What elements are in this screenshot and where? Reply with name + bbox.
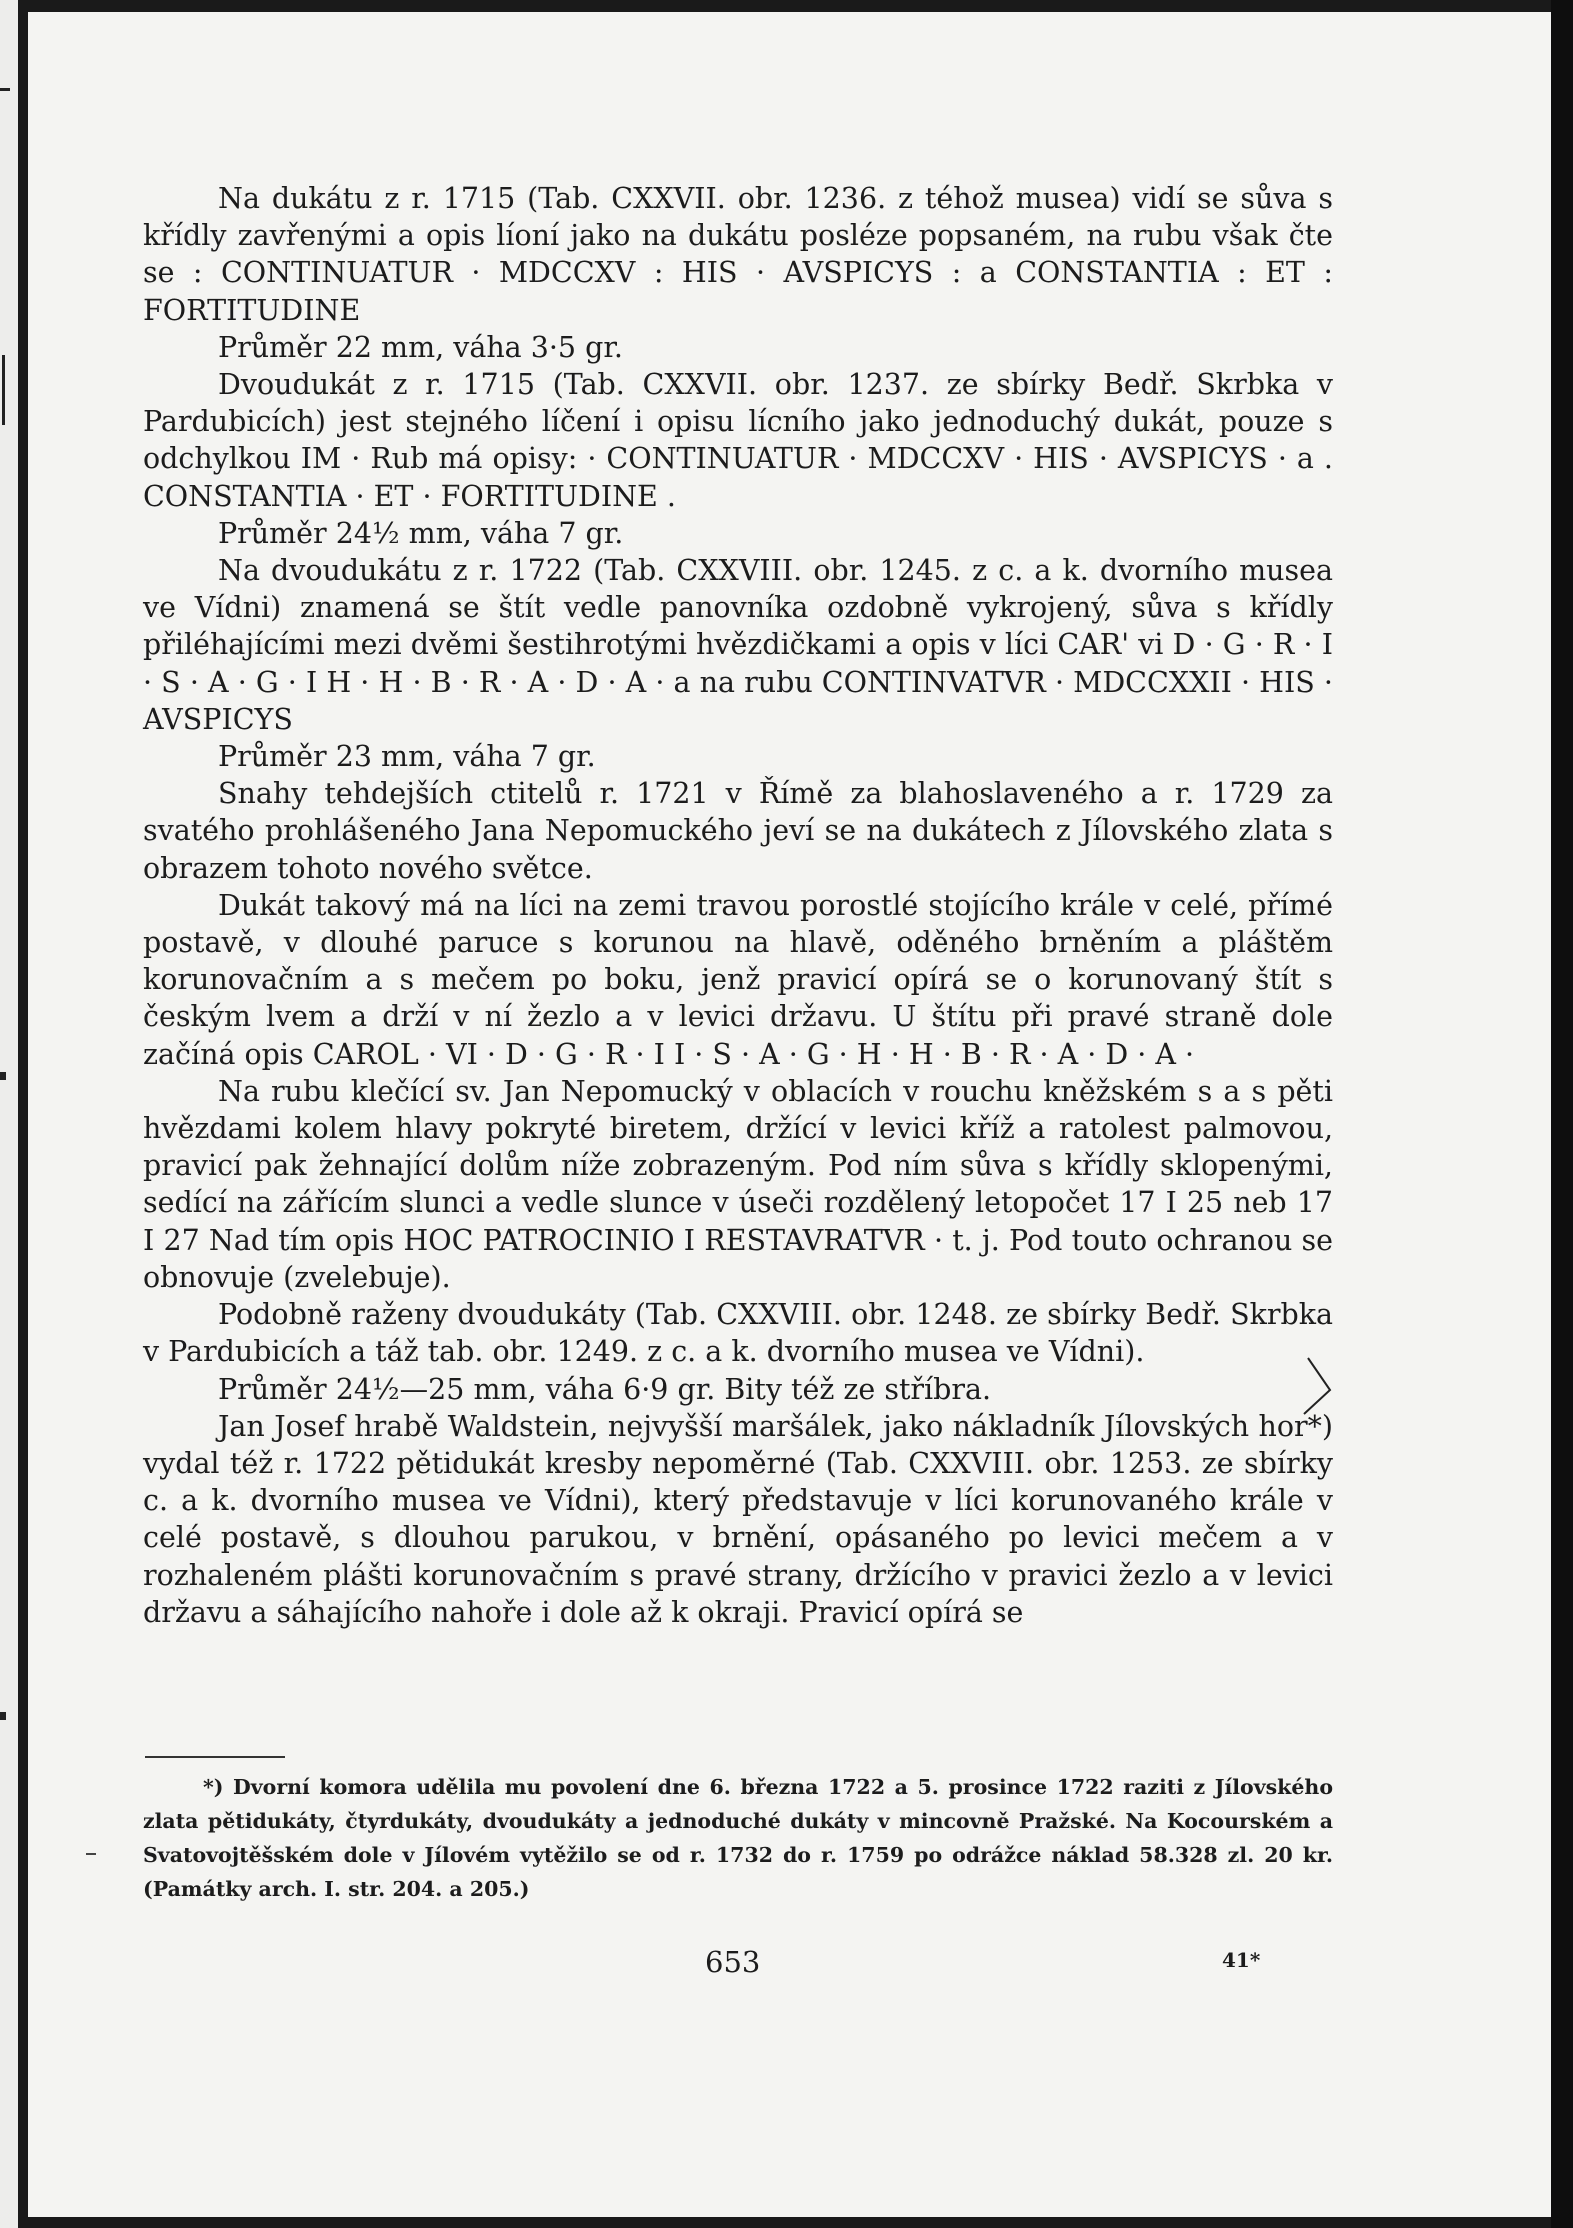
paragraph-3: Dvoudukát z r. 1715 (Tab. CXXVII. obr. 1237. ze sbírky Bedř. Skrbka v Pardubicích) jest stejného líčení i opisu lícního jako jednoduchý dukát, pouze s odchylkou IM · Rub má opisy: · CONTINUATUR · MDCCXV · HIS · AVSPICYS · a . CONSTANTIA · ET · FORTITUDINE . <box>143 368 1333 513</box>
binding-mark-middle <box>0 1072 6 1080</box>
paragraph-4: Průměr 24½ mm, váha 7 gr. <box>218 516 624 550</box>
paragraph-12: Jan Josef hrabě Waldstein, nejvyšší maršálek, jako nákladník Jílovských hor*) vydal též r. 1722 pětidukát kresby nepoměrné (Tab. CXXVIII. obr. 1253. ze sbírky c. a k. dvorního musea ve Vídni), který představuje v líci korunovaného krále v celé postavě, s dlouhou parukou, v brnění, opásaného po levici mečem a v rozhaleném plášti korunovačním s pravé strany, držícího v pravici žezlo a v levici državu a sáhajícího nahoře i dole až k okraji. Pravicí opírá se <box>143 1409 1333 1629</box>
paragraph-7: Snahy tehdejších ctitelů r. 1721 v Římě za blahoslaveného a r. 1729 za svatého prohlášeného Jana Nepomuckého jeví se na dukátech z Jílovského zlata s obrazem tohoto nového světce. <box>143 777 1333 885</box>
paragraph-6: Průměr 23 mm, váha 7 gr. <box>218 740 596 774</box>
paragraph-10: Podobně raženy dvoudukáty (Tab. CXXVIII. obr. 1248. ze sbírky Bedř. Skrbka v Pardubicích a táž tab. obr. 1249. z c. a k. dvorního musea ve Vídni). <box>143 1298 1333 1369</box>
left-page-edge <box>0 0 18 2228</box>
margin-dash <box>86 1853 96 1855</box>
binding-mark-upper <box>2 355 5 425</box>
page-number: 653 <box>705 1945 761 1979</box>
pencil-check-mark <box>1300 1352 1360 1422</box>
footnote <box>143 1770 1333 1906</box>
paragraph-8: Dukát takový má na líci na zemi travou porostlé stojícího krále v celé, přímé postavě, v dlouhé paruce s korunou na hlavě, oděného brněním a pláštěm korunovačním a s mečem po boku, jenž pravicí opírá se o korunovaný štít s českým lvem a drží v ní žezlo a v levici državu. U štítu při pravé straně dole začíná opis CAROL · VI · D · G · R · I I · S · A · G · H · H · B · R · A · D · A · <box>143 888 1333 1071</box>
binding-mark-lower <box>0 1712 6 1720</box>
main-text <box>143 180 1333 1631</box>
paragraph-2: Průměr 22 mm, váha 3·5 gr. <box>218 330 623 364</box>
footnote-text: *) Dvorní komora udělila mu povolení dne 6. března 1722 a 5. prosince 1722 raziti z Jílovského zlata pětidukáty, čtyrdukáty, dvoudukáty a jednoduché dukáty v mincovně Pražské. Na Kocourském a Svatovojtěšském dole v Jílovém vytěžilo se od r. 1732 do r. 1759 po odrážce náklad 58.328 zl. 20 kr. (Památky arch. I. str. 204. a 205.) <box>143 1775 1333 1901</box>
paragraph-11: Průměr 24½—25 mm, váha 6·9 gr. Bity též ze stříbra. <box>218 1372 992 1406</box>
printer-signature: 41* <box>1222 1948 1261 1972</box>
right-scan-border <box>1551 0 1573 2228</box>
binding-mark-top <box>0 88 10 91</box>
paragraph-9: Na rubu klečící sv. Jan Nepomucký v oblacích v rouchu kněžském s a s pěti hvězdami kolem hlavy pokryté biretem, držící v levici kříž a ratolest palmovou, pravicí pak žehnající dolům níže zobrazeným. Pod ním sůva s křídly sklopenými, sedící na zářícím slunci a vedle slunce v úseči rozdělený letopočet 17 I 25 neb 17 I 27 Nad tím opis HOC PATROCINIO I RESTAVRATVR · t. j. Pod touto ochranou se obnovuje (zvelebuje). <box>143 1074 1333 1294</box>
paragraph-1: Na dukátu z r. 1715 (Tab. CXXVII. obr. 1236. z téhož musea) vidí se sůva s křídly zavřenými a opis líoní jako na dukátu posléze popsaném, na rubu však čte se : CONTINUATUR · MDCCXV : HIS · AVSPICYS : a CONSTANTIA : ET : FORTITUDINE <box>143 182 1333 327</box>
paragraph-5: Na dvoudukátu z r. 1722 (Tab. CXXVIII. obr. 1245. z c. a k. dvorního musea ve Vídni) znamená se štít vedle panovníka ozdobně vykrojený, sůva s křídly přiléhajícími mezi dvěmi šestihrotými hvězdičkami a opis v líci CAR' vi D · G · R · I · S · A · G · I H · H · B · R · A · D · A · a na rubu CONTINVATVR · MDCCXXII · HIS · AVSPICYS <box>143 554 1333 736</box>
footnote-divider <box>145 1756 285 1758</box>
